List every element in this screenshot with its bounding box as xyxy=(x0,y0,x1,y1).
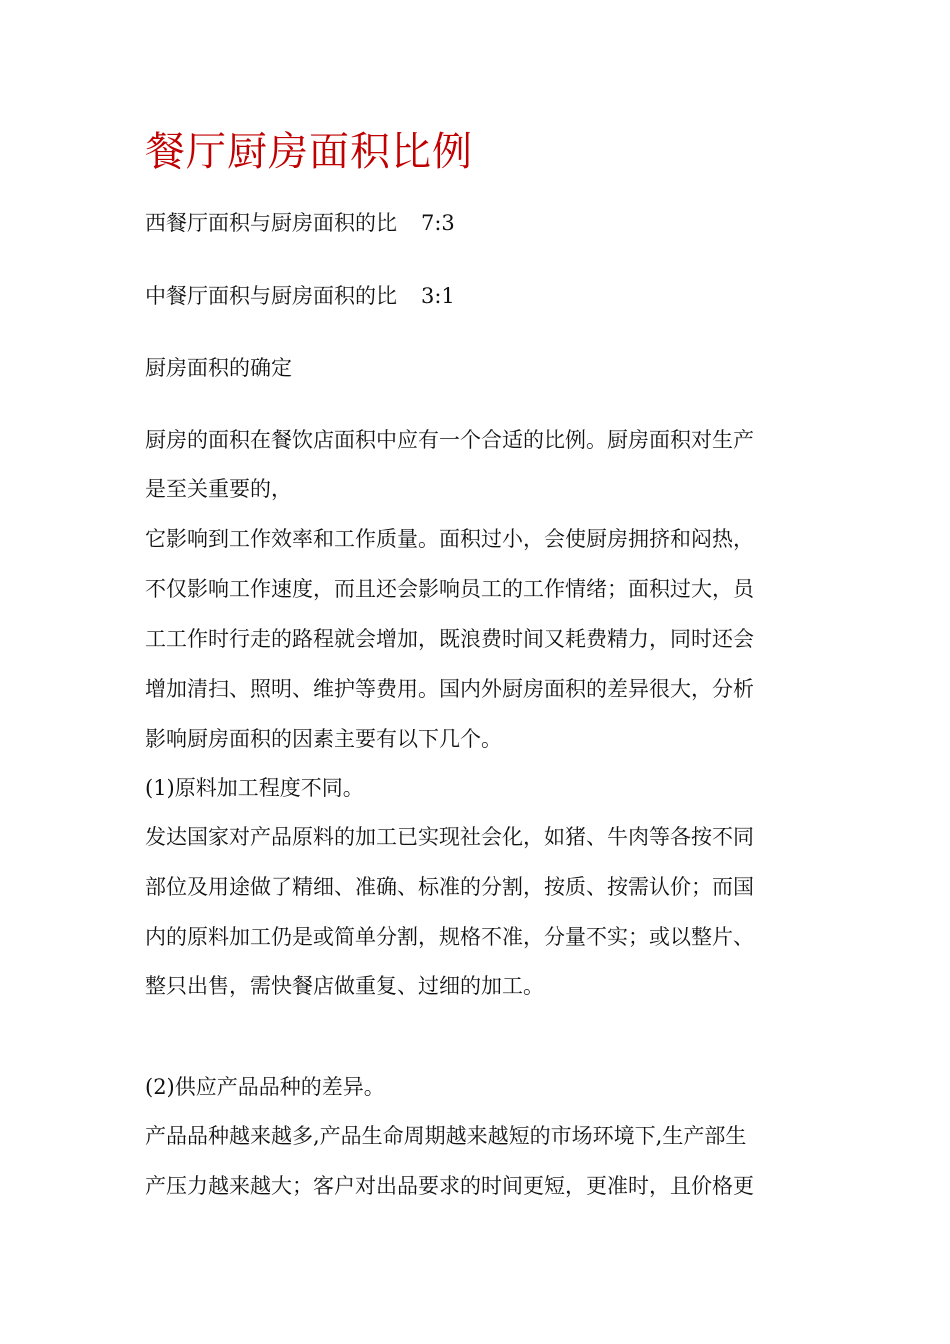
list-item-heading: (1)原料加工程度不同。 xyxy=(145,776,364,800)
paragraph-line: 不仅影响工作速度，而且还会影响员工的工作情绪；面积过大，员 xyxy=(145,577,754,601)
ratio-line-chinese xyxy=(145,281,455,311)
ratio-label: 中餐厅面积与厨房面积的比 xyxy=(145,284,397,308)
paragraph-line: 工工作时行走的路程就会增加，既浪费时间又耗费精力，同时还会 xyxy=(145,627,754,651)
paragraph-line: 发达国家对产品原料的加工已实现社会化，如猪、牛肉等各按不同 xyxy=(145,825,754,849)
document-title: 餐厅厨房面积比例 xyxy=(145,129,473,175)
paragraph-line: 是至关重要的， xyxy=(145,477,292,501)
paragraph-line: 影响厨房面积的因素主要有以下几个。 xyxy=(145,727,502,751)
list-item-heading: (2)供应产品品种的差异。 xyxy=(145,1075,385,1099)
paragraph-line: 产压力越来越大；客户对出品要求的时间更短，更准时，且价格更 xyxy=(145,1174,754,1198)
ratio-line-western xyxy=(145,208,455,238)
paragraph-line: 内的原料加工仍是或简单分割，规格不准，分量不实；或以整片、 xyxy=(145,925,754,949)
paragraph-line: 增加清扫、照明、维护等费用。国内外厨房面积的差异很大，分析 xyxy=(145,677,754,701)
paragraph-line: 厨房的面积在餐饮店面积中应有一个合适的比例。厨房面积对生产 xyxy=(145,428,754,452)
section-heading: 厨房面积的确定 xyxy=(145,356,292,380)
ratio-value: 7:3 xyxy=(421,211,455,235)
ratio-label: 西餐厅面积与厨房面积的比 xyxy=(145,211,397,235)
paragraph-line: 产品品种越来越多,产品生命周期越来越短的市场环境下,生产部生 xyxy=(145,1124,747,1148)
ratio-value: 3:1 xyxy=(421,284,455,308)
paragraph-line: 部位及用途做了精细、准确、标准的分割，按质、按需认价；而国 xyxy=(145,875,754,899)
paragraph-line: 它影响到工作效率和工作质量。面积过小，会使厨房拥挤和闷热， xyxy=(145,527,754,551)
paragraph-line: 整只出售，需快餐店做重复、过细的加工。 xyxy=(145,974,544,998)
